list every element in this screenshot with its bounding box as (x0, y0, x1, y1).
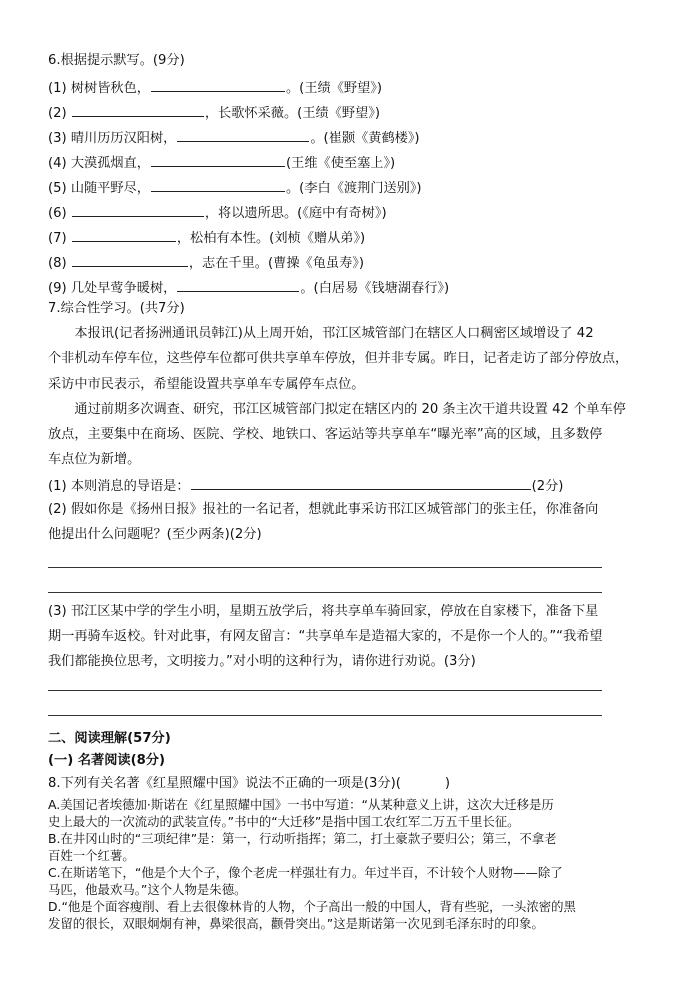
q6-item-2-pre: (2) (48, 106, 71, 121)
q8-option-c-line2: 马匹，他最欢马。”这个人物是朱德。 (48, 882, 247, 897)
q8-stem-text: 8.下列有关名著《红星照耀中国》说法不正确的一项是(3分)( (48, 776, 401, 791)
q6-item-8-pre: (8) (48, 256, 71, 271)
q7-news-para1-line3: 采访中市民表示，希望能设置共享单车专属停车点位。 (48, 377, 365, 392)
q6-item-3-pre: (3) 晴川历历汉阳树， (48, 131, 177, 146)
q6-item-3-blank[interactable] (177, 128, 309, 142)
q6-item-2-blank[interactable] (72, 103, 204, 117)
q7-sub1 (48, 476, 655, 496)
q6-item-6-pre: (6) (48, 206, 71, 221)
q7-news-para2-line3: 车点位为新增。 (48, 452, 141, 467)
q6-item-7 (48, 228, 655, 248)
q6-item-7-pre: (7) (48, 231, 71, 246)
q7-news-para1-line1: 本报讯(记者扬洲通讯员韩江)从上周开始，邗江区城管部门在辖区人口稠密区域增设了 42 (74, 326, 594, 341)
q7-news-para1-line2: 个非机动车停车位，这些停车位都可供共享单车停放，但并非专属。昨日，记者走访了部分停放点， (48, 351, 629, 366)
section2-sub1-title: (一) 名著阅读(8分) (48, 753, 165, 768)
q7-sub3-line2: 期一再骑车返校。针对此事，有网友留言：“共享单车是造福大家的，不是你一个人的。”“我希望 (48, 629, 603, 644)
q6-item-5 (48, 178, 655, 198)
q7-sub1-prompt: (1) 本则消息的导语是： (48, 479, 190, 494)
q6-item-9-post: 。(白居易《钱塘湖春行》) (300, 281, 450, 296)
q6-item-1-post: 。(王绩《野望》) (286, 81, 383, 96)
q6-item-4-post: (王维《使至塞上》) (286, 156, 396, 171)
q6-item-1-blank[interactable] (151, 78, 285, 92)
q6-item-2 (48, 103, 655, 123)
q6-item-4-pre: (4) 大漠孤烟直， (48, 156, 150, 171)
q8-option-a-line2: 史上最大的一次流动的武装宣传。”书中的“大迁移”是指中国工农红军二万五千里长征。 (48, 814, 520, 829)
q6-item-7-post: ，松柏有本性。(刘桢《赠从弟》) (176, 231, 366, 246)
q7-news-para2-line2: 放点，主要集中在商场、医院、学校、地铁口、客运站等共享单车“曝光率”高的区域，且多数停 (48, 427, 603, 442)
q6-item-8-post: ，志在千里。(曹操《龟虽寿》) (188, 256, 365, 271)
q6-item-9-pre: (9) 几处早莺争暖树， (48, 281, 177, 296)
q7-title: 7.综合性学习。(共7分) (48, 301, 185, 316)
q6-item-8-blank[interactable] (72, 253, 188, 267)
q7-sub2-answer-line-1[interactable] (48, 567, 602, 568)
q6-item-3-post: 。(崔颢《黄鹤楼》) (310, 131, 420, 146)
q8-stem-close: ) (444, 776, 451, 791)
q8-option-d-line2: 发留的很长，双眼炯炯有神，鼻梁很高，颧骨突出。”这是斯诺第一次见到毛泽东时的印象。 (48, 916, 544, 931)
q6-item-7-blank[interactable] (72, 228, 176, 242)
q8-option-d-line1: D.“他是个面容瘦削、看上去很像林肯的人物，个子高出一般的中国人，背有些驼，一头浓密的黑 (48, 899, 576, 914)
q6-item-6-blank[interactable] (72, 203, 204, 217)
q7-news-para2-line1: 通过前期多次调查、研究，邗江区城管部门拟定在辖区内的 20 条主次干道共设置 42 个单车停 (74, 402, 626, 417)
q6-item-4-blank[interactable] (151, 153, 285, 167)
q6-item-1-pre: (1) 树树皆秋色， (48, 81, 150, 96)
q6-title: 6.根据提示默写。(9分) (48, 53, 185, 68)
q7-sub3-line3: 我们都能换位思考，文明接力。”对小明的这种行为，请你进行劝说。(3分) (48, 654, 476, 669)
q8-option-b-line1: B.在井冈山时的“三项纪律”是：第一，行动听指挥；第二，打土豪款子要归公；第三，不拿老 (48, 831, 557, 846)
q7-sub2-line2: 他提出什么问题呢？(至少两条)(2分) (48, 527, 262, 542)
q8-option-a-line1: A.美国记者埃德加·斯诺在《红星照耀中国》一书中写道：“从某种意义上讲，这次大迁移是历 (48, 797, 554, 812)
q6-item-8 (48, 253, 655, 273)
q6-item-1 (48, 78, 655, 98)
section2-title: 二、阅读理解(57分) (48, 731, 171, 746)
q7-sub3-answer-line-1[interactable] (48, 690, 602, 691)
q7-sub1-score: (2分) (531, 479, 564, 494)
q6-item-5-pre: (5) 山随平野尽， (48, 181, 150, 196)
q7-sub2-line1: (2) 假如你是《扬州日报》报社的一名记者，想就此事采访邗江区城管部门的张主任，你准备向 (48, 502, 599, 517)
q7-sub3-answer-line-2[interactable] (48, 715, 602, 716)
q7-sub1-blank[interactable] (191, 476, 531, 490)
q8-stem (48, 775, 655, 793)
q6-item-2-post: ，长歌怀采薇。(王绩《野望》) (204, 106, 381, 121)
q8-option-b-line2: 百姓一个红薯。 (48, 848, 135, 863)
q6-item-6 (48, 203, 655, 223)
q6-item-6-post: ，将以遗所思。(《庭中有奇树》) (204, 206, 387, 221)
q6-item-4 (48, 153, 655, 173)
q6-item-5-blank[interactable] (151, 178, 285, 192)
q6-item-5-post: 。(李白《渡荆门送别》) (286, 181, 422, 196)
q6-item-3 (48, 128, 655, 148)
q7-sub3-line1: (3) 邗江区某中学的学生小明，星期五放学后，将共享单车骑回家，停放在自家楼下，准备下星 (48, 604, 599, 619)
q8-option-c-line1: C.在斯诺笔下，“他是个大个子，像个老虎一样强壮有力。年过半百，不计较个人财物——除了 (48, 865, 563, 880)
q6-item-9 (48, 278, 655, 298)
q7-sub2-answer-line-2[interactable] (48, 592, 602, 593)
q6-item-9-blank[interactable] (177, 278, 299, 292)
